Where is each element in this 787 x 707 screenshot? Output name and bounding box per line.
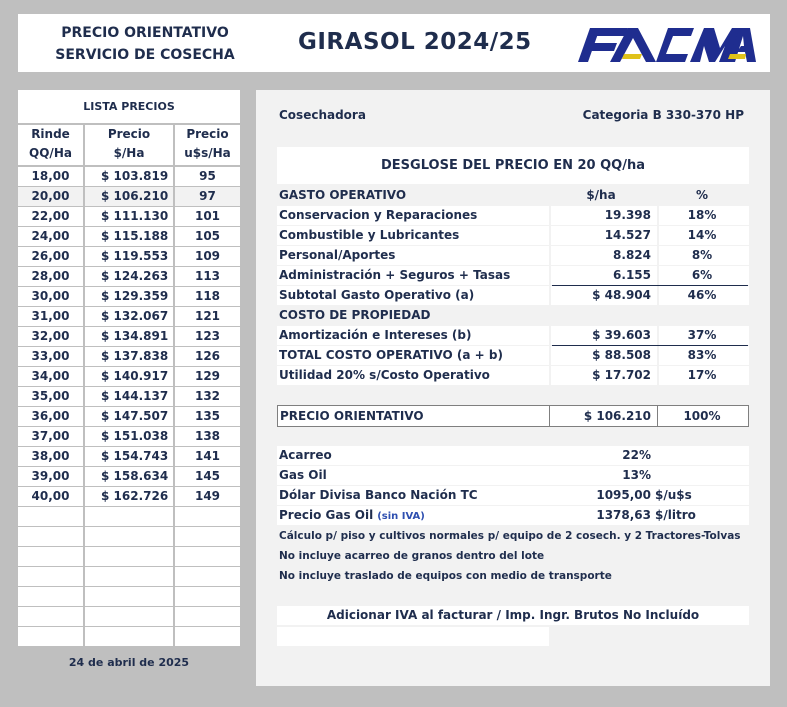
- price-cell-rinde: 36,00: [18, 407, 83, 426]
- price-cell-empty: [175, 507, 240, 526]
- row-label: Conservacion y Reparaciones: [279, 208, 478, 222]
- price-cell-rinde: 40,00: [18, 487, 83, 506]
- extra-label: Precio Gas Oil (sin IVA): [279, 508, 425, 522]
- price-cell-precio: $ 132.067: [85, 307, 173, 326]
- row-label: Personal/Aportes: [279, 248, 396, 262]
- price-cell-rinde: 32,00: [18, 327, 83, 346]
- price-cell-usd: 95: [175, 167, 240, 186]
- price-cell-precio: $ 129.359: [85, 287, 173, 306]
- section-costo-propiedad: COSTO DE PROPIEDAD: [279, 308, 431, 322]
- price-cell-empty: [18, 527, 83, 546]
- extra-label: Dólar Divisa Banco Nación TC: [279, 488, 478, 502]
- price-cell-empty: [175, 547, 240, 566]
- extra-value: 1095,00: [596, 488, 651, 502]
- extra-unit: $/litro: [655, 508, 696, 522]
- row-pct: 17%: [687, 368, 717, 382]
- footer-iva-note: Adicionar IVA al facturar / Imp. Ingr. Brutos No Incluído: [326, 608, 700, 622]
- row-value: $ 48.904: [592, 288, 651, 302]
- row-pct: 46%: [687, 288, 717, 302]
- price-cell-usd: 123: [175, 327, 240, 346]
- note-3: No incluye traslado de equipos con medio de transporte: [279, 570, 612, 582]
- price-cell-rinde: 22,00: [18, 207, 83, 226]
- price-cell-rinde: 18,00: [18, 167, 83, 186]
- extra-label: Gas Oil: [279, 468, 327, 482]
- sin-iva-tag: (sin IVA): [377, 511, 425, 522]
- row-label: Subtotal Gasto Operativo (a): [279, 288, 475, 302]
- col-header-precio-usd: Precio u$s/Ha: [175, 125, 240, 165]
- price-cell-rinde: 28,00: [18, 267, 83, 286]
- price-cell-empty: [175, 567, 240, 586]
- price-cell-empty: [85, 527, 173, 546]
- price-cell-precio: $ 140.917: [85, 367, 173, 386]
- col-header-rinde: Rinde QQ/Ha: [18, 125, 83, 165]
- row-label: Utilidad 20% s/Costo Operativo: [279, 368, 490, 382]
- price-cell-precio: $ 106.210: [85, 187, 173, 206]
- price-cell-precio: $ 134.891: [85, 327, 173, 346]
- price-cell-precio: $ 154.743: [85, 447, 173, 466]
- row-pct: 18%: [687, 208, 717, 222]
- machine-category: Categoria B 330-370 HP: [582, 108, 744, 122]
- price-cell-rinde: 37,00: [18, 427, 83, 446]
- crop-title: GIRASOL 2024/25: [298, 29, 532, 55]
- price-cell-usd: 135: [175, 407, 240, 426]
- price-cell-rinde: 30,00: [18, 287, 83, 306]
- price-cell-empty: [85, 507, 173, 526]
- extra-label: Acarreo: [279, 448, 332, 462]
- price-cell-usd: 129: [175, 367, 240, 386]
- total-value: $ 106.210: [583, 409, 651, 423]
- report-date: 24 de abril de 2025: [68, 656, 190, 669]
- price-cell-precio: $ 162.726: [85, 487, 173, 506]
- price-cell-empty: [18, 627, 83, 646]
- price-cell-rinde: 20,00: [18, 187, 83, 206]
- col-header-precio-ars: Precio $/Ha: [85, 125, 173, 165]
- header-bar: [18, 14, 770, 72]
- price-cell-empty: [18, 607, 83, 626]
- breakdown-panel: [256, 90, 770, 686]
- price-cell-empty: [85, 607, 173, 626]
- col-header-money: $/ha: [586, 188, 616, 202]
- price-cell-usd: 121: [175, 307, 240, 326]
- price-cell-precio: $ 103.819: [85, 167, 173, 186]
- row-label: Amortización e Intereses (b): [279, 328, 472, 342]
- extra-value: 22%: [622, 448, 651, 462]
- price-cell-rinde: 33,00: [18, 347, 83, 366]
- price-cell-precio: $ 144.137: [85, 387, 173, 406]
- price-cell-precio: $ 119.553: [85, 247, 173, 266]
- row-value: 8.824: [613, 248, 651, 262]
- price-cell-empty: [175, 587, 240, 606]
- price-cell-usd: 101: [175, 207, 240, 226]
- price-cell-precio: $ 124.263: [85, 267, 173, 286]
- row-pct: 8%: [691, 248, 713, 262]
- col-header-pct: %: [695, 188, 709, 202]
- price-cell-rinde: 39,00: [18, 467, 83, 486]
- row-pct: 6%: [691, 268, 713, 282]
- price-cell-usd: 126: [175, 347, 240, 366]
- header-line-1: PRECIO ORIENTATIVO: [61, 25, 229, 41]
- price-cell-empty: [18, 567, 83, 586]
- price-cell-usd: 145: [175, 467, 240, 486]
- price-cell-usd: 118: [175, 287, 240, 306]
- price-cell-precio: $ 151.038: [85, 427, 173, 446]
- row-label: TOTAL COSTO OPERATIVO (a + b): [279, 348, 503, 362]
- price-cell-empty: [85, 567, 173, 586]
- extra-row: [277, 466, 749, 485]
- price-cell-empty: [18, 507, 83, 526]
- note-2: No incluye acarreo de granos dentro del lote: [279, 550, 545, 562]
- price-cell-empty: [85, 547, 173, 566]
- price-cell-empty: [18, 547, 83, 566]
- price-cell-usd: 109: [175, 247, 240, 266]
- row-value: 6.155: [613, 268, 651, 282]
- price-cell-empty: [175, 527, 240, 546]
- price-cell-empty: [175, 607, 240, 626]
- row-value: 19.398: [604, 208, 651, 222]
- section-gasto-operativo: GASTO OPERATIVO: [279, 188, 407, 202]
- row-value: $ 39.603: [592, 328, 651, 342]
- price-cell-rinde: 24,00: [18, 227, 83, 246]
- row-pct: 37%: [687, 328, 717, 342]
- price-cell-empty: [175, 627, 240, 646]
- extra-value: 13%: [622, 468, 651, 482]
- row-pct: 83%: [687, 348, 717, 362]
- price-cell-rinde: 38,00: [18, 447, 83, 466]
- price-cell-rinde: 35,00: [18, 387, 83, 406]
- row-value: $ 17.702: [592, 368, 651, 382]
- footer-blank-line: [277, 627, 549, 646]
- price-cell-rinde: 34,00: [18, 367, 83, 386]
- price-cell-usd: 138: [175, 427, 240, 446]
- price-cell-rinde: 26,00: [18, 247, 83, 266]
- extra-value: 1378,63: [596, 508, 651, 522]
- breakdown-title: DESGLOSE DEL PRECIO EN 20 QQ/ha: [381, 158, 645, 173]
- extra-row: [277, 446, 749, 465]
- row-value: $ 88.508: [592, 348, 651, 362]
- facma-logo: [570, 24, 756, 62]
- price-cell-rinde: 31,00: [18, 307, 83, 326]
- total-pct: 100%: [683, 409, 721, 423]
- row-label: Administración + Seguros + Tasas: [279, 268, 511, 282]
- header-title: [40, 22, 250, 66]
- row-value: 14.527: [604, 228, 651, 242]
- price-cell-precio: $ 111.130: [85, 207, 173, 226]
- price-cell-usd: 132: [175, 387, 240, 406]
- price-cell-precio: $ 137.838: [85, 347, 173, 366]
- machine-label: Cosechadora: [279, 108, 366, 122]
- row-pct: 14%: [687, 228, 717, 242]
- price-cell-usd: 141: [175, 447, 240, 466]
- price-cell-usd: 97: [175, 187, 240, 206]
- price-cell-empty: [85, 587, 173, 606]
- note-1: Cálculo p/ piso y cultivos normales p/ equipo de 2 cosech. y 2 Tractores-Tolvas: [279, 530, 741, 542]
- price-cell-usd: 105: [175, 227, 240, 246]
- price-cell-empty: [85, 627, 173, 646]
- price-cell-precio: $ 147.507: [85, 407, 173, 426]
- total-label: PRECIO ORIENTATIVO: [280, 409, 424, 423]
- price-cell-precio: $ 115.188: [85, 227, 173, 246]
- header-line-2: SERVICIO DE COSECHA: [55, 47, 235, 63]
- price-cell-usd: 149: [175, 487, 240, 506]
- extra-unit: $/u$s: [655, 488, 692, 502]
- price-cell-usd: 113: [175, 267, 240, 286]
- price-list-title: LISTA PRECIOS: [18, 90, 240, 123]
- price-cell-empty: [18, 587, 83, 606]
- row-label: Combustible y Lubricantes: [279, 228, 460, 242]
- price-cell-precio: $ 158.634: [85, 467, 173, 486]
